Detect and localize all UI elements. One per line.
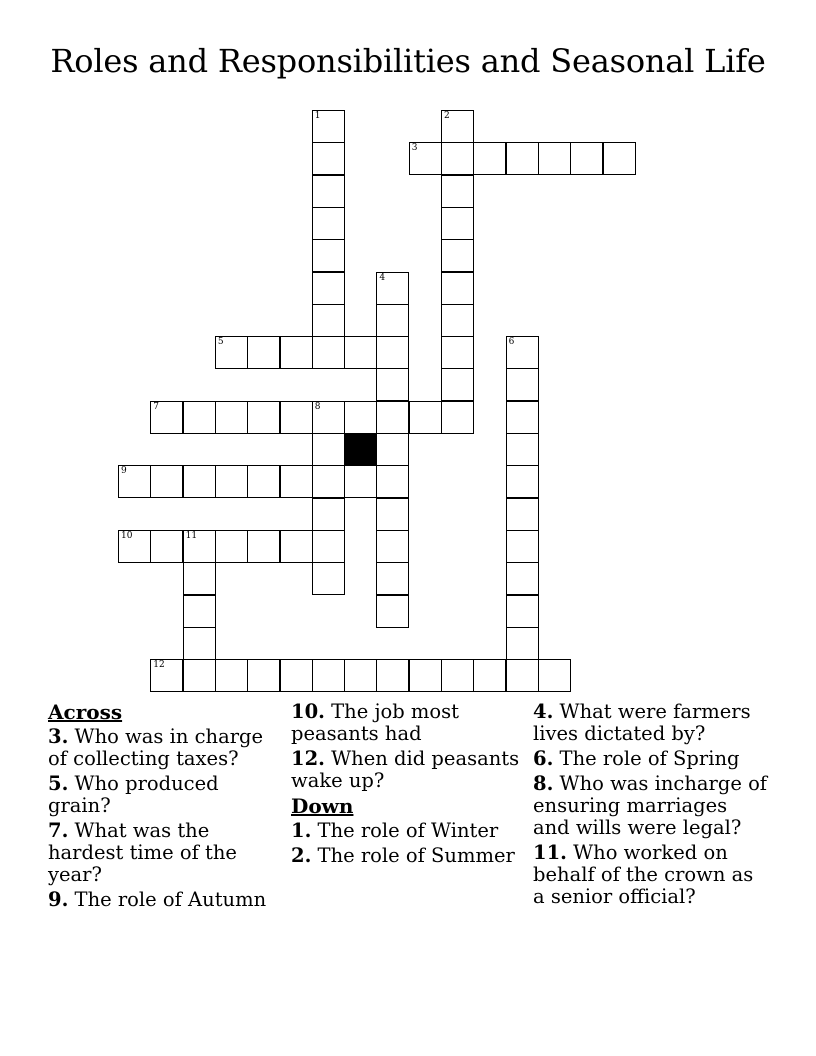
grid-cell[interactable] <box>312 142 345 175</box>
grid-cell[interactable] <box>118 530 151 563</box>
grid-cell[interactable] <box>215 465 248 498</box>
grid-cell[interactable] <box>441 659 474 692</box>
grid-cell[interactable] <box>344 336 377 369</box>
grid-cell[interactable] <box>280 401 313 434</box>
grid-cell[interactable] <box>247 465 280 498</box>
grid-cell[interactable] <box>441 368 474 401</box>
grid-cell[interactable] <box>506 498 539 531</box>
grid-cell[interactable] <box>312 530 345 563</box>
grid-cell[interactable] <box>376 530 409 563</box>
grid-cell[interactable] <box>312 433 345 466</box>
grid-cell[interactable] <box>183 659 216 692</box>
grid-cell[interactable] <box>150 401 183 434</box>
clue-down-1: 1. The role of Winter <box>291 819 499 842</box>
grid-cell[interactable] <box>603 142 636 175</box>
grid-cell[interactable] <box>280 465 313 498</box>
grid-cell[interactable] <box>150 530 183 563</box>
grid-cell[interactable] <box>441 336 474 369</box>
grid-cell[interactable] <box>506 142 539 175</box>
grid-cell[interactable] <box>506 336 539 369</box>
grid-cell[interactable] <box>376 433 409 466</box>
grid-cell[interactable] <box>473 142 506 175</box>
grid-cell[interactable] <box>441 401 474 434</box>
clue-number: 4 <box>379 272 386 283</box>
grid-cell[interactable] <box>150 659 183 692</box>
grid-cell[interactable] <box>312 465 345 498</box>
clue-number: 10 <box>121 530 133 541</box>
down-heading: Down <box>291 794 354 818</box>
clue-across-7: 7. What was the hardest time of the year? <box>48 819 237 886</box>
grid-cell[interactable] <box>150 465 183 498</box>
clue-number: 12 <box>153 660 165 671</box>
clue-across-5: 5. Who produced grain? <box>48 772 219 817</box>
clue-number: 3 <box>411 143 418 154</box>
grid-cell[interactable] <box>441 142 474 175</box>
clue-number: 8 <box>314 401 321 412</box>
grid-cell[interactable] <box>441 175 474 208</box>
clue-across-10: 10. The job most peasants had <box>291 700 459 745</box>
clue-number: 1 <box>314 111 321 121</box>
grid-cell[interactable] <box>215 336 248 369</box>
grid-cell[interactable] <box>506 562 539 595</box>
grid-cell[interactable] <box>183 595 216 628</box>
grid-cell[interactable] <box>312 272 345 305</box>
grid-cell[interactable] <box>312 336 345 369</box>
grid-cell[interactable] <box>247 530 280 563</box>
clue-number: 6 <box>508 337 515 348</box>
grid-cell[interactable] <box>280 336 313 369</box>
grid-cell[interactable] <box>376 659 409 692</box>
clue-down-6: 6. The role of Spring <box>533 747 740 770</box>
grid-cell[interactable] <box>312 207 345 240</box>
grid-cell[interactable] <box>118 465 151 498</box>
grid-cell[interactable] <box>312 110 345 143</box>
grid-cell[interactable] <box>312 659 345 692</box>
grid-cell[interactable] <box>441 207 474 240</box>
clue-column-3 <box>533 701 769 911</box>
grid-cell[interactable] <box>183 562 216 595</box>
clue-across-12: 12. When did peasants wake up? <box>291 747 520 792</box>
grid-cell[interactable] <box>183 627 216 660</box>
grid-cell[interactable] <box>441 110 474 143</box>
grid-cell[interactable] <box>409 142 442 175</box>
grid-cell[interactable] <box>506 368 539 401</box>
grid-cell[interactable] <box>506 595 539 628</box>
grid-cell[interactable] <box>441 304 474 337</box>
grid-cell[interactable] <box>344 401 377 434</box>
grid-cell[interactable] <box>376 368 409 401</box>
clue-column-2 <box>291 701 527 870</box>
grid-cell[interactable] <box>376 272 409 305</box>
clue-across-9: 9. The role of Autumn <box>48 888 267 911</box>
clue-column-1 <box>48 701 284 914</box>
grid-cell[interactable] <box>247 336 280 369</box>
grid-cell[interactable] <box>215 401 248 434</box>
grid-cell[interactable] <box>538 142 571 175</box>
puzzle-title: Roles and Responsibilities and Seasonal Life <box>50 42 766 80</box>
grid-cell[interactable] <box>376 304 409 337</box>
grid-cell[interactable] <box>312 239 345 272</box>
grid-cell[interactable] <box>183 401 216 434</box>
grid-cell[interactable] <box>538 659 571 692</box>
clue-down-4: 4. What were farmers lives dictated by? <box>533 700 751 745</box>
grid-cell[interactable] <box>506 433 539 466</box>
grid-cell[interactable] <box>344 659 377 692</box>
grid-cell[interactable] <box>376 595 409 628</box>
grid-cell[interactable] <box>441 239 474 272</box>
across-heading: Across <box>48 700 123 724</box>
clue-down-8: 8. Who was incharge of ensuring marriages and wills were legal? <box>533 772 768 839</box>
clue-number: 9 <box>121 466 127 477</box>
clue-down-2: 2. The role of Summer <box>291 844 515 867</box>
grid-cell[interactable] <box>312 304 345 337</box>
grid-cell[interactable] <box>247 401 280 434</box>
grid-cell[interactable] <box>215 530 248 563</box>
clue-number: 2 <box>444 111 450 121</box>
grid-cell[interactable] <box>183 530 216 563</box>
grid-cell[interactable] <box>473 659 506 692</box>
grid-cell[interactable] <box>409 401 442 434</box>
grid-cell[interactable] <box>441 272 474 305</box>
grid-cell[interactable] <box>376 401 409 434</box>
grid-cell[interactable] <box>312 401 345 434</box>
clue-number: 7 <box>153 401 160 412</box>
grid-cell[interactable] <box>215 659 248 692</box>
grid-cell[interactable] <box>409 659 442 692</box>
grid-cell[interactable] <box>506 465 539 498</box>
grid-cell[interactable] <box>280 659 313 692</box>
grid-cell[interactable] <box>506 401 539 434</box>
clue-across-3: 3. Who was in charge of collecting taxes? <box>48 725 264 770</box>
grid-cell[interactable] <box>376 336 409 369</box>
clue-down-11: 11. Who worked on behalf of the crown as a senior official? <box>533 841 754 908</box>
grid-cell[interactable] <box>247 659 280 692</box>
grid-cell[interactable] <box>344 465 377 498</box>
grid-cell[interactable] <box>312 175 345 208</box>
grid-cell[interactable] <box>280 530 313 563</box>
grid-cell[interactable] <box>312 498 345 531</box>
grid-cell[interactable] <box>312 562 345 595</box>
grid-cell[interactable] <box>376 562 409 595</box>
grid-cell[interactable] <box>506 530 539 563</box>
grid-cell[interactable] <box>183 465 216 498</box>
block-cell <box>344 433 377 466</box>
clue-number: 5 <box>217 337 224 348</box>
grid-cell[interactable] <box>506 627 539 660</box>
grid-cell[interactable] <box>376 465 409 498</box>
grid-cell[interactable] <box>570 142 603 175</box>
grid-cell[interactable] <box>376 498 409 531</box>
clue-number: 11 <box>185 530 198 541</box>
grid-cell[interactable] <box>506 659 539 692</box>
